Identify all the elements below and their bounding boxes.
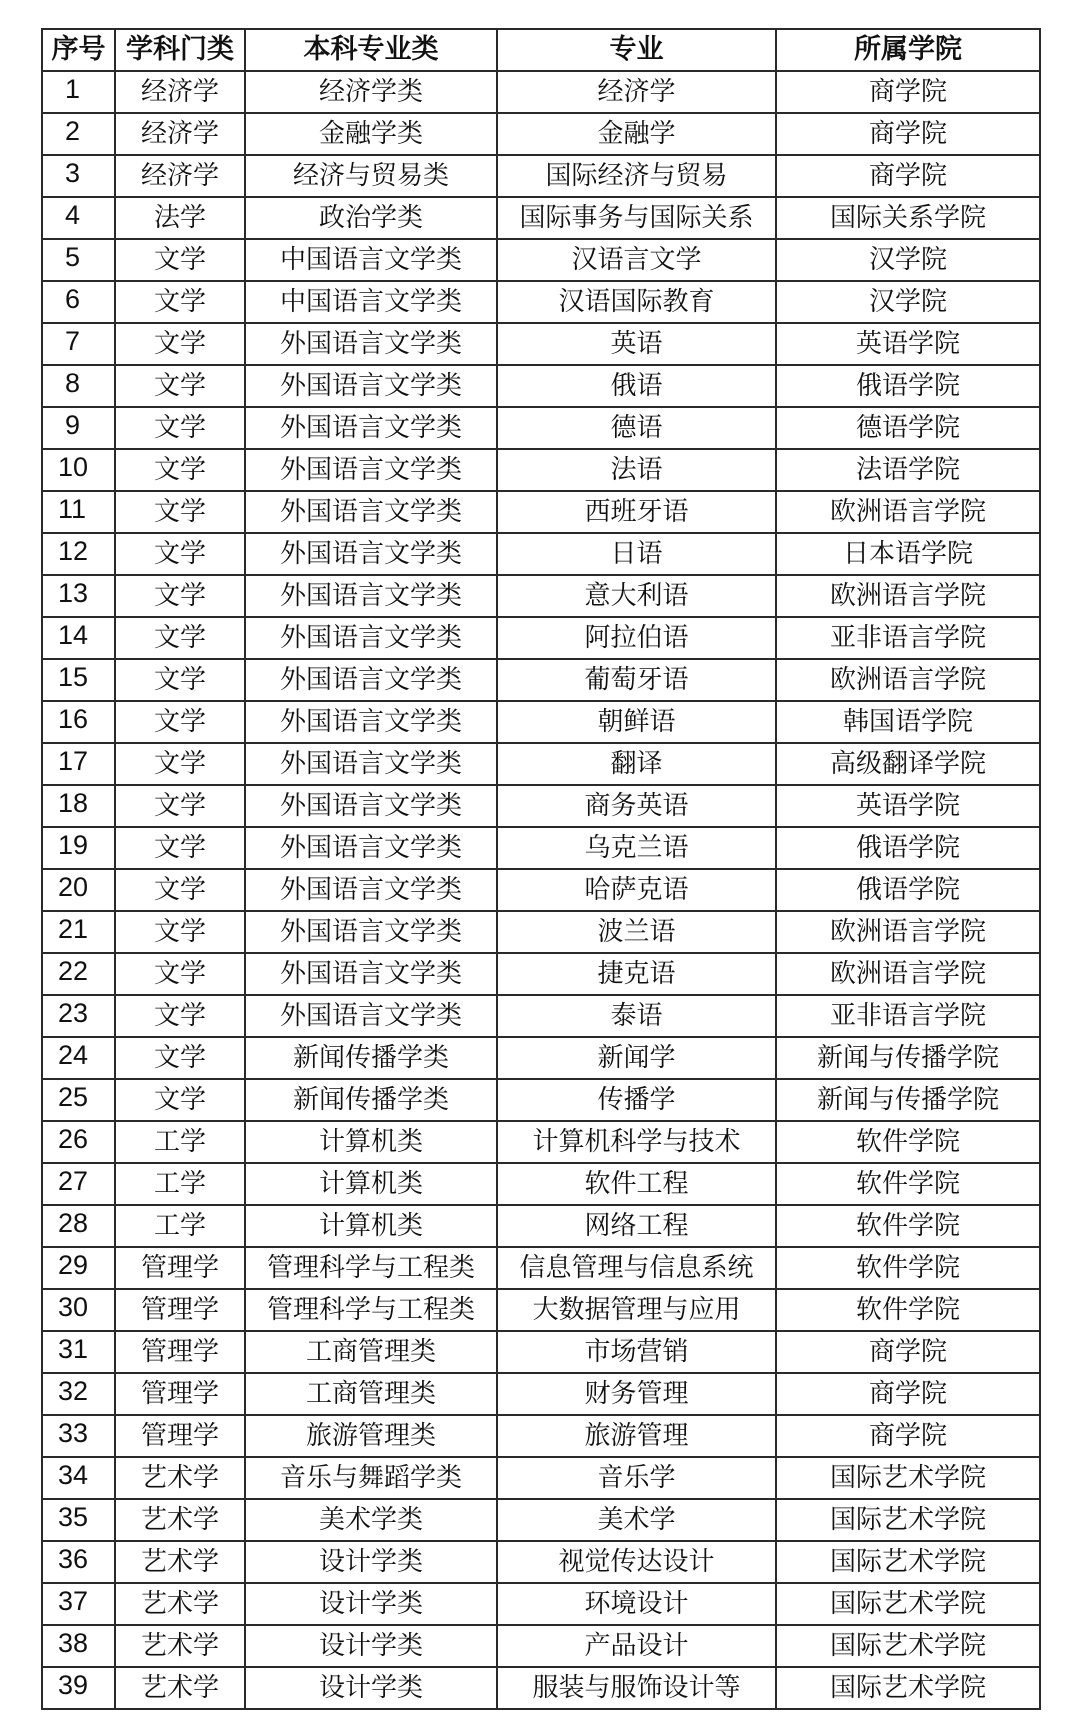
school-cell: 国际艺术学院 (776, 1499, 1040, 1541)
school-cell: 商学院 (776, 1415, 1040, 1457)
major-class-cell: 外国语言文学类 (245, 491, 497, 533)
major-class-cell: 旅游管理类 (245, 1415, 497, 1457)
discipline-category-cell: 文学 (115, 869, 245, 911)
school-cell: 新闻与传播学院 (776, 1079, 1040, 1121)
table-row (42, 575, 1040, 617)
major-class-cell: 政治学类 (245, 197, 497, 239)
discipline-category-cell: 文学 (115, 533, 245, 575)
school-cell: 商学院 (776, 1331, 1040, 1373)
header-serial-number: 序号 (42, 29, 115, 71)
major-class-cell: 工商管理类 (245, 1373, 497, 1415)
school-cell: 英语学院 (776, 785, 1040, 827)
serial-number-cell: 1 (42, 71, 115, 113)
school-cell: 国际艺术学院 (776, 1667, 1040, 1709)
serial-number-cell: 37 (42, 1583, 115, 1625)
school-cell: 商学院 (776, 155, 1040, 197)
school-cell: 亚非语言学院 (776, 995, 1040, 1037)
school-cell: 软件学院 (776, 1247, 1040, 1289)
serial-number-cell: 31 (42, 1331, 115, 1373)
major-class-cell: 工商管理类 (245, 1331, 497, 1373)
major-class-cell: 外国语言文学类 (245, 827, 497, 869)
table-row (42, 1583, 1040, 1625)
major-cell: 市场营销 (497, 1331, 776, 1373)
table-row (42, 1121, 1040, 1163)
discipline-category-cell: 文学 (115, 1079, 245, 1121)
serial-number-cell: 34 (42, 1457, 115, 1499)
discipline-category-cell: 法学 (115, 197, 245, 239)
major-class-cell: 设计学类 (245, 1541, 497, 1583)
serial-number-cell: 28 (42, 1205, 115, 1247)
school-cell: 欧洲语言学院 (776, 659, 1040, 701)
major-cell: 德语 (497, 407, 776, 449)
table-row (42, 1289, 1040, 1331)
major-cell: 计算机科学与技术 (497, 1121, 776, 1163)
discipline-category-cell: 文学 (115, 701, 245, 743)
major-class-cell: 经济学类 (245, 71, 497, 113)
school-cell: 欧洲语言学院 (776, 911, 1040, 953)
major-class-cell: 管理科学与工程类 (245, 1289, 497, 1331)
serial-number-cell: 25 (42, 1079, 115, 1121)
major-cell: 传播学 (497, 1079, 776, 1121)
table-row (42, 407, 1040, 449)
school-cell: 软件学院 (776, 1205, 1040, 1247)
discipline-category-cell: 文学 (115, 281, 245, 323)
serial-number-cell: 8 (42, 365, 115, 407)
major-cell: 网络工程 (497, 1205, 776, 1247)
table-row (42, 1499, 1040, 1541)
major-class-cell: 外国语言文学类 (245, 617, 497, 659)
discipline-category-cell: 文学 (115, 1037, 245, 1079)
table-row (42, 785, 1040, 827)
school-cell: 国际艺术学院 (776, 1457, 1040, 1499)
major-class-cell: 中国语言文学类 (245, 239, 497, 281)
serial-number-cell: 29 (42, 1247, 115, 1289)
major-class-cell: 中国语言文学类 (245, 281, 497, 323)
table-row (42, 617, 1040, 659)
serial-number-cell: 32 (42, 1373, 115, 1415)
major-cell: 法语 (497, 449, 776, 491)
school-cell: 国际关系学院 (776, 197, 1040, 239)
school-cell: 英语学院 (776, 323, 1040, 365)
serial-number-cell: 39 (42, 1667, 115, 1709)
table-row (42, 449, 1040, 491)
school-cell: 汉学院 (776, 281, 1040, 323)
table-row (42, 1205, 1040, 1247)
major-cell: 国际事务与国际关系 (497, 197, 776, 239)
serial-number-cell: 9 (42, 407, 115, 449)
table-row (42, 1541, 1040, 1583)
major-class-cell: 外国语言文学类 (245, 995, 497, 1037)
serial-number-cell: 17 (42, 743, 115, 785)
serial-number-cell: 12 (42, 533, 115, 575)
serial-number-cell: 35 (42, 1499, 115, 1541)
discipline-category-cell: 文学 (115, 785, 245, 827)
discipline-category-cell: 工学 (115, 1121, 245, 1163)
major-class-cell: 设计学类 (245, 1625, 497, 1667)
major-cell: 日语 (497, 533, 776, 575)
major-class-cell: 外国语言文学类 (245, 533, 497, 575)
table-row (42, 1079, 1040, 1121)
school-cell: 国际艺术学院 (776, 1583, 1040, 1625)
major-cell: 波兰语 (497, 911, 776, 953)
discipline-category-cell: 文学 (115, 659, 245, 701)
school-cell: 法语学院 (776, 449, 1040, 491)
major-class-cell: 金融学类 (245, 113, 497, 155)
serial-number-cell: 18 (42, 785, 115, 827)
table-row (42, 239, 1040, 281)
table-body (42, 71, 1040, 1709)
serial-number-cell: 3 (42, 155, 115, 197)
discipline-category-cell: 文学 (115, 239, 245, 281)
major-cell: 经济学 (497, 71, 776, 113)
major-class-cell: 设计学类 (245, 1667, 497, 1709)
school-cell: 俄语学院 (776, 365, 1040, 407)
major-class-cell: 音乐与舞蹈学类 (245, 1457, 497, 1499)
major-class-cell: 外国语言文学类 (245, 365, 497, 407)
major-class-cell: 外国语言文学类 (245, 701, 497, 743)
serial-number-cell: 5 (42, 239, 115, 281)
major-cell: 西班牙语 (497, 491, 776, 533)
school-cell: 软件学院 (776, 1163, 1040, 1205)
serial-number-cell: 20 (42, 869, 115, 911)
major-cell: 捷克语 (497, 953, 776, 995)
major-cell: 俄语 (497, 365, 776, 407)
major-class-cell: 外国语言文学类 (245, 659, 497, 701)
school-cell: 欧洲语言学院 (776, 953, 1040, 995)
major-class-cell: 外国语言文学类 (245, 407, 497, 449)
major-cell: 汉语国际教育 (497, 281, 776, 323)
serial-number-cell: 36 (42, 1541, 115, 1583)
major-cell: 阿拉伯语 (497, 617, 776, 659)
major-cell: 哈萨克语 (497, 869, 776, 911)
serial-number-cell: 33 (42, 1415, 115, 1457)
table-row (42, 827, 1040, 869)
major-class-cell: 外国语言文学类 (245, 743, 497, 785)
table-row (42, 869, 1040, 911)
table-row (42, 1415, 1040, 1457)
serial-number-cell: 27 (42, 1163, 115, 1205)
school-cell: 韩国语学院 (776, 701, 1040, 743)
discipline-category-cell: 经济学 (115, 113, 245, 155)
serial-number-cell: 7 (42, 323, 115, 365)
table-row (42, 659, 1040, 701)
major-class-cell: 外国语言文学类 (245, 785, 497, 827)
discipline-category-cell: 文学 (115, 491, 245, 533)
major-cell: 新闻学 (497, 1037, 776, 1079)
serial-number-cell: 21 (42, 911, 115, 953)
major-cell: 软件工程 (497, 1163, 776, 1205)
table-row (42, 113, 1040, 155)
major-class-cell: 外国语言文学类 (245, 869, 497, 911)
major-cell: 国际经济与贸易 (497, 155, 776, 197)
serial-number-cell: 38 (42, 1625, 115, 1667)
major-cell: 大数据管理与应用 (497, 1289, 776, 1331)
discipline-category-cell: 文学 (115, 365, 245, 407)
school-cell: 德语学院 (776, 407, 1040, 449)
discipline-category-cell: 文学 (115, 911, 245, 953)
discipline-category-cell: 文学 (115, 953, 245, 995)
table-row (42, 1247, 1040, 1289)
serial-number-cell: 30 (42, 1289, 115, 1331)
school-cell: 汉学院 (776, 239, 1040, 281)
major-class-cell: 外国语言文学类 (245, 323, 497, 365)
table-row (42, 1373, 1040, 1415)
major-cell: 旅游管理 (497, 1415, 776, 1457)
table-row (42, 71, 1040, 113)
major-class-cell: 计算机类 (245, 1121, 497, 1163)
table-row (42, 197, 1040, 239)
majors-table (41, 28, 1041, 1710)
major-class-cell: 外国语言文学类 (245, 449, 497, 491)
major-cell: 服装与服饰设计等 (497, 1667, 776, 1709)
discipline-category-cell: 管理学 (115, 1289, 245, 1331)
school-cell: 欧洲语言学院 (776, 575, 1040, 617)
major-class-cell: 美术学类 (245, 1499, 497, 1541)
discipline-category-cell: 文学 (115, 449, 245, 491)
table-row (42, 1163, 1040, 1205)
school-cell: 商学院 (776, 71, 1040, 113)
table-row (42, 1625, 1040, 1667)
discipline-category-cell: 管理学 (115, 1247, 245, 1289)
table-row (42, 1667, 1040, 1709)
major-class-cell: 外国语言文学类 (245, 911, 497, 953)
serial-number-cell: 26 (42, 1121, 115, 1163)
major-class-cell: 新闻传播学类 (245, 1079, 497, 1121)
major-class-cell: 外国语言文学类 (245, 953, 497, 995)
school-cell: 商学院 (776, 113, 1040, 155)
discipline-category-cell: 艺术学 (115, 1541, 245, 1583)
major-class-cell: 外国语言文学类 (245, 575, 497, 617)
header-major: 专业 (497, 29, 776, 71)
major-cell: 汉语言文学 (497, 239, 776, 281)
major-cell: 翻译 (497, 743, 776, 785)
major-cell: 乌克兰语 (497, 827, 776, 869)
major-cell: 朝鲜语 (497, 701, 776, 743)
major-class-cell: 管理科学与工程类 (245, 1247, 497, 1289)
table-row (42, 281, 1040, 323)
discipline-category-cell: 文学 (115, 323, 245, 365)
serial-number-cell: 2 (42, 113, 115, 155)
table-row (42, 1331, 1040, 1373)
discipline-category-cell: 艺术学 (115, 1625, 245, 1667)
table-row (42, 743, 1040, 785)
discipline-category-cell: 工学 (115, 1163, 245, 1205)
school-cell: 软件学院 (776, 1289, 1040, 1331)
major-cell: 环境设计 (497, 1583, 776, 1625)
major-cell: 英语 (497, 323, 776, 365)
discipline-category-cell: 管理学 (115, 1331, 245, 1373)
school-cell: 高级翻译学院 (776, 743, 1040, 785)
table-row (42, 1457, 1040, 1499)
serial-number-cell: 16 (42, 701, 115, 743)
major-cell: 产品设计 (497, 1625, 776, 1667)
major-class-cell: 设计学类 (245, 1583, 497, 1625)
discipline-category-cell: 艺术学 (115, 1457, 245, 1499)
table-row (42, 491, 1040, 533)
serial-number-cell: 4 (42, 197, 115, 239)
discipline-category-cell: 经济学 (115, 71, 245, 113)
major-cell: 葡萄牙语 (497, 659, 776, 701)
school-cell: 亚非语言学院 (776, 617, 1040, 659)
serial-number-cell: 11 (42, 491, 115, 533)
major-cell: 泰语 (497, 995, 776, 1037)
major-cell: 商务英语 (497, 785, 776, 827)
table-row (42, 365, 1040, 407)
discipline-category-cell: 文学 (115, 743, 245, 785)
discipline-category-cell: 经济学 (115, 155, 245, 197)
school-cell: 商学院 (776, 1373, 1040, 1415)
table-row (42, 155, 1040, 197)
serial-number-cell: 15 (42, 659, 115, 701)
discipline-category-cell: 文学 (115, 575, 245, 617)
header-discipline-category: 学科门类 (115, 29, 245, 71)
table-row (42, 911, 1040, 953)
major-cell: 意大利语 (497, 575, 776, 617)
table-row (42, 995, 1040, 1037)
discipline-category-cell: 管理学 (115, 1373, 245, 1415)
school-cell: 欧洲语言学院 (776, 491, 1040, 533)
discipline-category-cell: 文学 (115, 995, 245, 1037)
school-cell: 俄语学院 (776, 869, 1040, 911)
school-cell: 日本语学院 (776, 533, 1040, 575)
table-row (42, 323, 1040, 365)
school-cell: 俄语学院 (776, 827, 1040, 869)
major-cell: 金融学 (497, 113, 776, 155)
serial-number-cell: 13 (42, 575, 115, 617)
school-cell: 国际艺术学院 (776, 1625, 1040, 1667)
discipline-category-cell: 工学 (115, 1205, 245, 1247)
serial-number-cell: 19 (42, 827, 115, 869)
major-cell: 视觉传达设计 (497, 1541, 776, 1583)
table-row (42, 1037, 1040, 1079)
school-cell: 国际艺术学院 (776, 1541, 1040, 1583)
major-cell: 财务管理 (497, 1373, 776, 1415)
table-row (42, 953, 1040, 995)
discipline-category-cell: 文学 (115, 407, 245, 449)
serial-number-cell: 14 (42, 617, 115, 659)
serial-number-cell: 22 (42, 953, 115, 995)
table-header (42, 29, 1040, 71)
major-cell: 信息管理与信息系统 (497, 1247, 776, 1289)
school-cell: 软件学院 (776, 1121, 1040, 1163)
serial-number-cell: 23 (42, 995, 115, 1037)
header-school: 所属学院 (776, 29, 1040, 71)
serial-number-cell: 24 (42, 1037, 115, 1079)
header-undergraduate-major-class: 本科专业类 (245, 29, 497, 71)
header-row (42, 29, 1040, 71)
majors-table-container (41, 28, 1041, 1710)
table-row (42, 701, 1040, 743)
discipline-category-cell: 艺术学 (115, 1667, 245, 1709)
discipline-category-cell: 艺术学 (115, 1499, 245, 1541)
table-row (42, 533, 1040, 575)
discipline-category-cell: 文学 (115, 617, 245, 659)
major-class-cell: 经济与贸易类 (245, 155, 497, 197)
serial-number-cell: 10 (42, 449, 115, 491)
school-cell: 新闻与传播学院 (776, 1037, 1040, 1079)
major-class-cell: 计算机类 (245, 1163, 497, 1205)
major-class-cell: 计算机类 (245, 1205, 497, 1247)
discipline-category-cell: 文学 (115, 827, 245, 869)
discipline-category-cell: 管理学 (115, 1415, 245, 1457)
serial-number-cell: 6 (42, 281, 115, 323)
major-cell: 音乐学 (497, 1457, 776, 1499)
major-class-cell: 新闻传播学类 (245, 1037, 497, 1079)
discipline-category-cell: 艺术学 (115, 1583, 245, 1625)
major-cell: 美术学 (497, 1499, 776, 1541)
